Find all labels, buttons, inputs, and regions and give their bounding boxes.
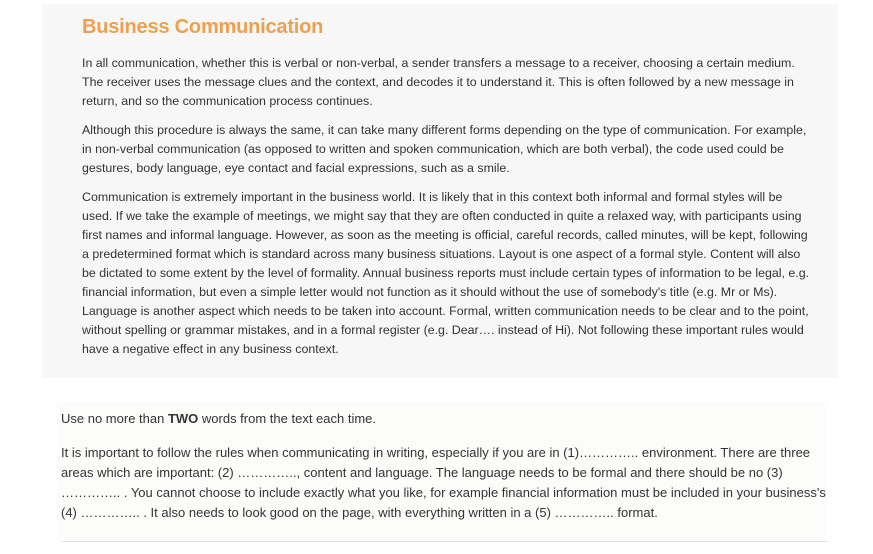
divider — [62, 541, 828, 542]
gap-fill-text: It is important to follow the rules when communicating in writing, especially if you are in (1)………….. environment. There are three areas which are important: (2) ………….., content and language. The language needs to be formal and there should be no (3) ………….. . You cannot choose to include exactly what you like, for example financial information must be included in your business's (4) ………….. . It also needs to look good on the page, with everything written in a (5) ………….. format. — [61, 445, 826, 520]
instruction-suffix: words from the text each time. — [198, 411, 377, 426]
instruction-prefix: Use no more than — [61, 411, 168, 426]
reading-paragraph-2: Although this procedure is always the same, it can take many different forms depending on the type of communication. For example, in non-verbal communication (as opposed to written and spoken communication, which are both verbal), the code used could be gestures, body language, eye contact and facial expressions, such as a smile. — [82, 123, 807, 175]
task-instruction — [61, 410, 376, 428]
reading-title: Business Communication — [82, 16, 324, 38]
reading-paragraph-3: Communication is extremely important in the business world. It is likely that in this context both informal and formal styles will be used. If we take the example of meetings, we might say that they are often conducted in quite a relaxed way, with participants using first names and informal language. However, as soon as the meeting is official, careful records, called minutes, will be kept, following a predetermined format which is standard across many business situations. Layout is one aspect of a formal style. Content will also be dictated to some extent by the level of formality. Annual business reports must include certain types of information to be legal, e.g. financial information, but even a simple letter would not function as it should without the use of somebody's title (e.g. Mr or Ms). Language is another aspect which needs to be taken into account. Formal, written communication needs to be clear and to the point, without spelling or grammar mistakes, and in a formal register (e.g. Dear…. instead of Hi). Not following these important rules would have a negative effect in any business context. — [82, 190, 810, 356]
reading-passage-panel — [42, 4, 838, 378]
reading-paragraph-1: In all communication, whether this is verbal or non-verbal, a sender transfers a message to a receiver, choosing a certain medium. The receiver uses the message clues and the context, and decodes it to understand it. This is often followed by a new message in return, and so the communication process continues. — [82, 56, 795, 108]
instruction-emphasis: TWO — [167, 411, 199, 426]
